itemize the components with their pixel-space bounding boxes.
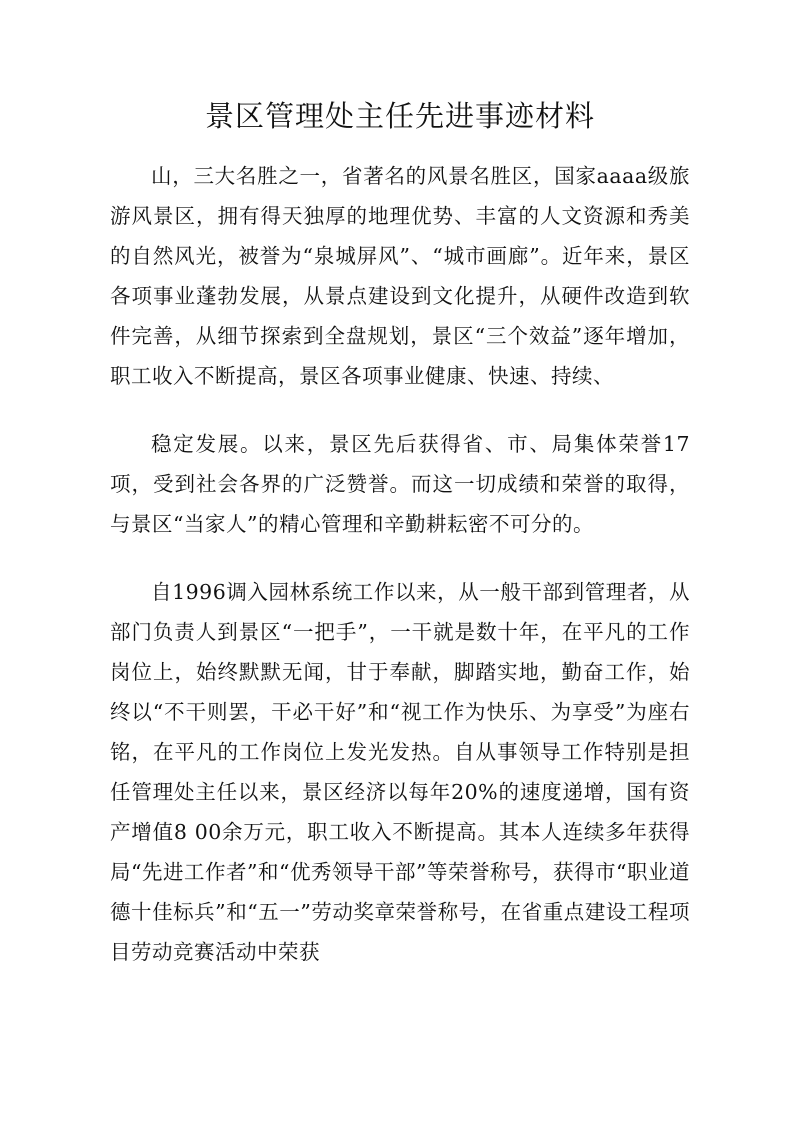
paragraph-honors: 稳定发展。以来，景区先后获得省、市、局集体荣誉17项，受到社会各界的广泛赞誉。而这一切成绩和荣誉的取得，与景区“当家人”的精心管理和辛勤耕耘密不可分的。 bbox=[110, 432, 690, 536]
paragraph-career: 自1996调入园林系统工作以来，从一般干部到管理者，从部门负责人到景区“一把手”，一干就是数十年，在平凡的工作岗位上，始终默默无闻，甘于奉献，脚踏实地，勤奋工作，始终以“不干则罢，干必干好”和“视工作为快乐、为享受”为座右铭，在平凡的工作岗位上发光发热。自从事领导工作特别是担任管理处主任以来，景区经济以每年20%的速度递增，国有资产增值8 00余万元，职工收入不断提高。其本人连续多年获得局“先进工作者”和“优秀领导干部”等荣誉称号，获得市“职业道德十佳标兵”和“五一”劳动奖章荣誉称号，在省重点建设工程项目劳动竞赛活动中荣获 bbox=[110, 580, 690, 964]
paragraph-intro: 山，三大名胜之一，省著名的风景名胜区，国家aaaa级旅游风景区，拥有得天独厚的地理优势、丰富的人文资源和秀美的自然风光，被誉为“泉城屏风”、“城市画廊”。近年来，景区各项事业蓬勃发展，从景点建设到文化提升，从硬件改造到软件完善，从细节探索到全盘规划，景区“三个效益”逐年增加，职工收入不断提高，景区各项事业健康、快速、持续、 bbox=[110, 164, 690, 388]
document-body bbox=[110, 156, 690, 972]
document-title: 景区管理处主任先进事迹材料 bbox=[204, 99, 595, 133]
